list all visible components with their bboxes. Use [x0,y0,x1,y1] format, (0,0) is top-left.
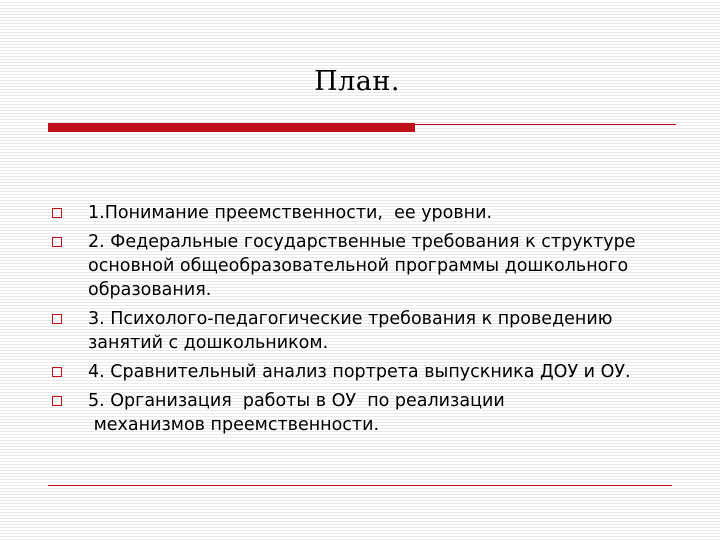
bottom-divider [48,485,672,486]
title-underline-thin [415,124,676,125]
list-item [50,201,690,225]
hollow-square-icon [52,208,62,218]
list-item-text: 5. Организация работы в ОУ по реализации механизмов преемственности. [88,391,505,435]
slide-title: План. [314,66,400,97]
hollow-square-icon [52,396,62,406]
title-underline-thick [48,123,415,132]
list-item-text: 2. Федеральные государственные требования к структуре основной общеобразовательной программы дошкольного образования. [88,232,642,300]
list-item-text: 3. Психолого-педагогические требования к проведению занятий с дошкольником. [88,309,619,353]
list-item [50,389,690,437]
list-item [50,307,690,355]
list-item [50,360,690,384]
hollow-square-icon [52,367,62,377]
list-item-text: 1.Понимание преемственности, ее уровни. [88,203,493,223]
list-item [50,230,690,302]
list-item-text: 4. Сравнительный анализ портрета выпускника ДОУ и ОУ. [88,362,631,382]
hollow-square-icon [52,314,62,324]
bullet-list [50,201,690,442]
hollow-square-icon [52,237,62,247]
